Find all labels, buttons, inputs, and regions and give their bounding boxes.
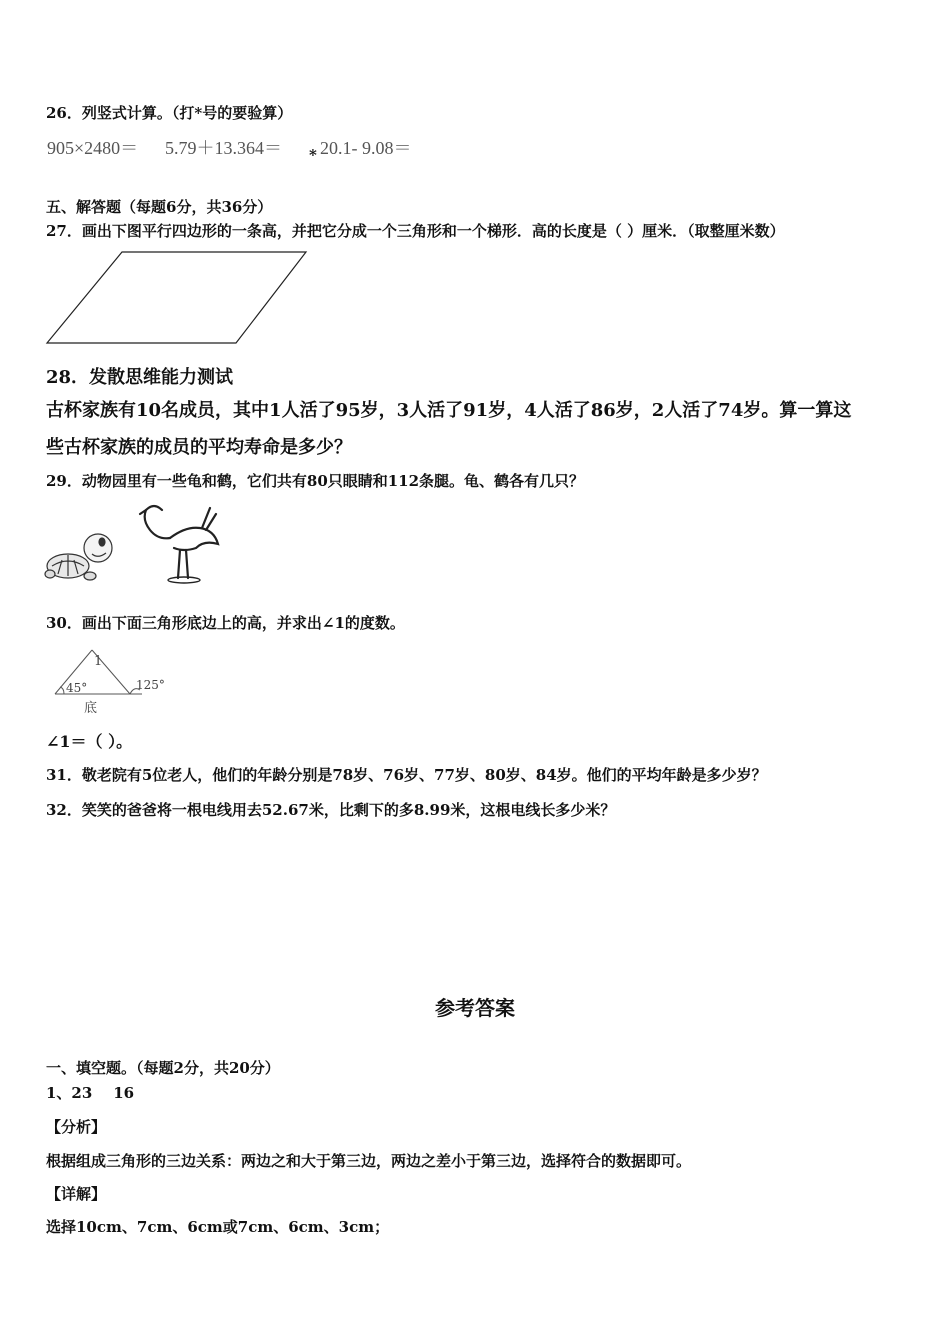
q26-title: 26．列竖式计算。（打*号的要验算）	[46, 104, 293, 122]
angle-125-label: 125°	[136, 678, 165, 692]
analysis-label: 【分析】	[46, 1118, 107, 1136]
q28-line-2: 些古杯家族的成员的平均寿命是多少？	[46, 437, 352, 458]
answer-1: 1、23 16	[46, 1084, 135, 1102]
analysis-text: 根据组成三角形的三边关系：两边之和大于第三边，两边之差小于第三边，选择符合的数据即可。	[46, 1152, 692, 1170]
angle-1-label: 1	[94, 654, 103, 669]
q30-text: 30．画出下面三角形底边上的高，并求出∠1的度数。	[46, 614, 405, 632]
q29-text: 29．动物园里有一些龟和鹤，它们共有80只眼睛和112条腿。龟、鹤各有几只？	[46, 472, 585, 490]
q27-text: 27．画出下图平行四边形的一条高，并把它分成一个三角形和一个梯形．高的长度是（ ）厘米．（取整厘米数）	[46, 222, 785, 240]
detail-text: 选择10cm、7cm、6cm或7cm、6cm、3cm；	[46, 1218, 390, 1236]
answers-title: 参考答案	[435, 996, 515, 1020]
q26-expression-3: 20.1- 9.08＝	[320, 138, 412, 158]
answers-section-1-title: 一、填空题。（每题2分，共20分）	[46, 1059, 280, 1077]
detail-label: 【详解】	[46, 1185, 107, 1203]
q26-verify-star: *	[309, 146, 317, 164]
angle-45-label: 45°	[66, 681, 88, 695]
q28-title: 28．发散思维能力测试	[46, 367, 234, 388]
q28-line-1: 古杯家族有10名成员，其中1人活了95岁，3人活了91岁，4人活了86岁，2人活了74岁。算一算这	[46, 400, 852, 421]
section5-title: 五、解答题（每题6分，共36分）	[46, 198, 273, 216]
q32-text: 32．笑笑的爸爸将一根电线用去52.67米，比剩下的多8.99米，这根电线长多少米？	[46, 801, 616, 819]
q30-answer: ∠1＝（ ）。	[46, 732, 133, 751]
q31-text: 31．敬老院有5位老人，他们的年龄分别是78岁、76岁、77岁、80岁、84岁。他们的平均年龄是多少岁？	[46, 766, 767, 784]
q26-expression-2: 5.79＋13.364＝	[165, 138, 282, 158]
base-label: 底	[84, 701, 98, 716]
q26-expression-1: 905×2480＝	[47, 138, 139, 158]
